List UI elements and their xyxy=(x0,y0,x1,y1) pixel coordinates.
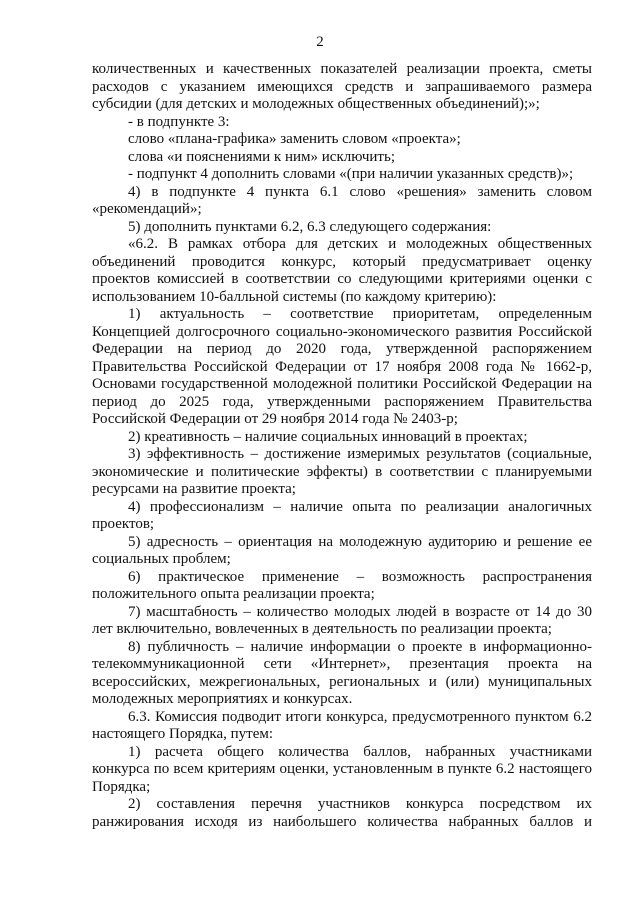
text-line: субсидии (для детских и молодежных общественных объединений);»; xyxy=(92,96,540,112)
text-line: положительного опыта реализации проекта; xyxy=(92,586,375,602)
text-line: 4) профессионализм – наличие опыта по реализации аналогичных xyxy=(128,498,592,515)
text-line: - в подпункте 3: xyxy=(128,113,230,130)
text-line: 7) масштабность – количество молодых людей в возрасте от 14 до 30 xyxy=(128,603,592,620)
text-line: количественных и качественных показателей реализации проекта, сметы xyxy=(92,61,592,77)
text-line: период до 2025 года, утвержденными распоряжением Правительства xyxy=(92,393,592,410)
text-line: настоящего Порядка, путем: xyxy=(92,726,274,742)
text-line: «рекомендаций»; xyxy=(92,201,202,217)
text-line: «6.2. В рамках отбора для детских и молодежных общественных xyxy=(128,236,592,252)
text-line: расходов с указанием имеющихся средств и запрашиваемого размера xyxy=(92,78,592,95)
text-line: Правительства Российской Федерации от 17 ноября 2008 года № 1662-р, xyxy=(92,358,592,375)
text-line: 5) адресность – ориентация на молодежную аудиторию и решение ее xyxy=(128,533,592,550)
text-line: проектов комиссией в соответствии со следующими критериями оценки с xyxy=(92,271,592,287)
text-line: Порядка; xyxy=(92,778,151,795)
text-line: 2) креативность – наличие социальных инноваций в проектах; xyxy=(128,428,528,445)
text-line: 6.3. Комиссия подводит итоги конкурса, предусмотренного пунктом 6.2 xyxy=(128,708,592,725)
text-line: 2) составления перечня участников конкурса посредством их xyxy=(128,796,592,812)
text-line: Основами государственной молодежной политики Российской Федерации на xyxy=(92,376,592,392)
text-line: 8) публичность – наличие информации о проекте в информационно- xyxy=(128,638,592,655)
text-line: - подпункт 4 дополнить словами «(при наличии указанных средств)»; xyxy=(128,166,574,182)
text-line: проектов; xyxy=(92,516,155,532)
text-line: экономические и политические эффекты) в соответствии с планируемыми xyxy=(92,463,592,480)
text-line: конкурса по всем критериям оценки, установленным в пункте 6.2 настоящего xyxy=(92,761,592,777)
text-line: слова «и пояснениями к ним» исключить; xyxy=(128,148,395,165)
text-line: 4) в подпункте 4 пункта 6.1 слово «решения» заменить словом xyxy=(128,183,592,200)
text-line: ранжирования исходя из наибольшего количества набранных баллов и xyxy=(92,813,592,830)
text-line: 1) актуальность – соответствие приоритетам, определенным xyxy=(128,306,592,322)
text-line: Федерации на период до 2020 года, утвержденной распоряжением xyxy=(92,341,592,357)
page-number: 2 xyxy=(316,34,324,50)
text-line: ресурсами на развитие проекта; xyxy=(92,481,296,497)
text-line: 6) практическое применение – возможность распространения xyxy=(128,568,592,585)
text-line: 1) расчета общего количества баллов, набранных участниками xyxy=(128,743,592,760)
text-line: всероссийских, межрегиональных, региональных и (или) муниципальных xyxy=(92,673,592,690)
text-line: слово «плана-графика» заменить словом «проекта»; xyxy=(128,131,461,147)
text-line: объединений проводится конкурс, который предусматривает оценку xyxy=(92,253,592,270)
text-line: 3) эффективность – достижение измеримых результатов (социальные, xyxy=(128,446,592,462)
text-line: 5) дополнить пунктами 6.2, 6.3 следующего содержания: xyxy=(128,218,492,235)
text-line: лет включительно, вовлеченных в деятельность по реализации проекта; xyxy=(92,621,552,637)
text-line: телекоммуникационной сети «Интернет», презентация проекта на xyxy=(92,656,592,672)
text-line: социальных проблем; xyxy=(92,551,231,567)
text-line: Концепцией долгосрочного социально-экономического развития Российской xyxy=(92,323,592,340)
document-body xyxy=(92,61,592,831)
text-line: использованием 10-балльной системы (по каждому критерию): xyxy=(92,288,497,305)
text-line: молодежных мероприятиях и конкурсах. xyxy=(92,691,353,707)
text-line: Российской Федерации от 29 ноября 2014 года № 2403-р; xyxy=(92,411,458,427)
